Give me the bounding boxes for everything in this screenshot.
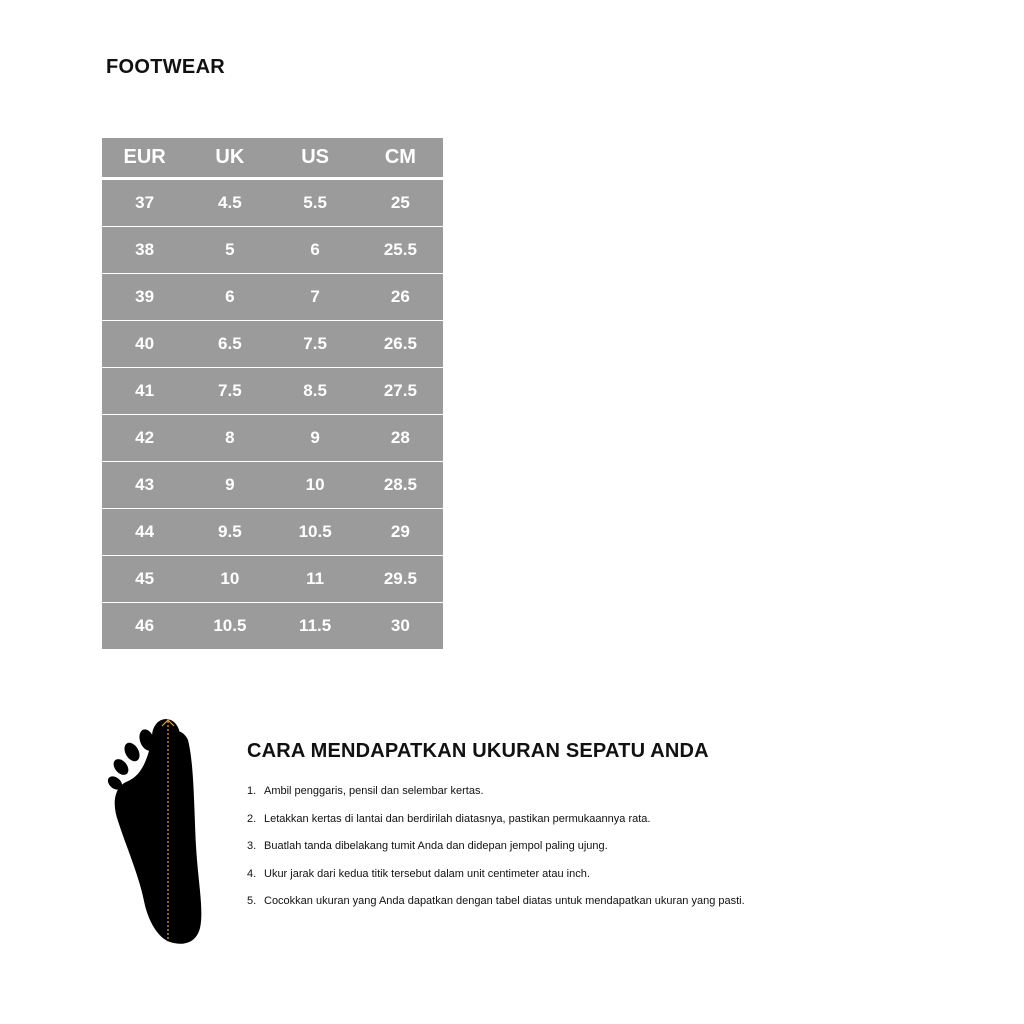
cell-us: 6 [273, 227, 358, 274]
cell-cm: 30 [390, 616, 410, 635]
step-text: Cocokkan ukuran yang Anda dapatkan dengan tabel diatas untuk mendapatkan ukuran yang pasti. [264, 895, 745, 907]
cell-us: 7.5 [273, 321, 358, 368]
cell-uk: 7.5 [187, 368, 272, 415]
list-item [247, 812, 745, 840]
cell-eur: 41 [102, 368, 187, 415]
cell-eur: 40 [102, 321, 187, 368]
list-item [247, 867, 745, 895]
step-text: Ambil penggaris, pensil dan selembar kertas. [264, 785, 484, 797]
header-eur: EUR [102, 138, 187, 179]
header-uk: UK [187, 138, 272, 179]
cell-eur: 39 [102, 274, 187, 321]
cell-cm: 26 [358, 274, 443, 321]
cell-eur: 37 [102, 179, 187, 227]
step-number: 5. [247, 895, 257, 907]
step-text: Buatlah tanda dibelakang tumit Anda dan didepan jempol paling ujung. [264, 840, 608, 852]
table-row [102, 227, 443, 274]
step-number: 3. [247, 840, 257, 852]
table-row [102, 603, 443, 650]
cell-uk: 8 [187, 415, 272, 462]
header-us: US [273, 138, 358, 179]
table-row [102, 321, 443, 368]
step-text: Ukur jarak dari kedua titik tersebut dalam unit centimeter atau inch. [264, 867, 590, 880]
cell-us: 8.5 [273, 368, 358, 415]
cell-cm: 25 [358, 179, 443, 227]
cell-eur: 45 [102, 556, 187, 603]
table-row [102, 415, 443, 462]
cell-eur: 44 [102, 509, 187, 556]
cell-uk: 9.5 [187, 509, 272, 556]
cell-uk: 6.5 [187, 321, 272, 368]
cell-us: 10 [273, 462, 358, 509]
size-chart-table [102, 138, 443, 649]
list-item [247, 784, 745, 812]
cell-us: 9 [273, 415, 358, 462]
header-cm: CM [358, 138, 443, 179]
cell-us: 10.5 [273, 509, 358, 556]
table-row [102, 509, 443, 556]
cell-eur: 42 [102, 415, 187, 462]
step-number: 4. [247, 867, 257, 880]
howto-steps [247, 784, 745, 922]
cell-uk: 6 [187, 274, 272, 321]
cell-uk: 9 [187, 462, 272, 509]
cell-uk: 10 [187, 556, 272, 603]
table-row [102, 274, 443, 321]
page-title: FOOTWEAR [106, 56, 226, 78]
foot-silhouette-icon [104, 716, 214, 948]
list-item [247, 839, 745, 867]
table-row [102, 368, 443, 415]
table-row [102, 556, 443, 603]
cell-cm: 29 [358, 509, 443, 556]
cell-cm: 25.5 [358, 227, 443, 274]
table-row [102, 462, 443, 509]
cell-eur: 43 [102, 462, 187, 509]
cell-cm: 27.5 [358, 368, 443, 415]
table-header-row [102, 138, 443, 179]
cell-uk: 5 [187, 227, 272, 274]
cell-cm: 28.5 [358, 462, 443, 509]
step-number: 1. [247, 785, 257, 797]
cell-eur: 46 [135, 616, 155, 635]
cell-us: 7 [273, 274, 358, 321]
cell-eur: 38 [102, 227, 187, 274]
list-item [247, 894, 745, 922]
cell-uk: 10.5 [213, 616, 247, 635]
cell-us: 5.5 [273, 179, 358, 227]
cell-us: 11.5 [299, 616, 332, 635]
step-text: Letakkan kertas di lantai dan berdirilah diatasnya, pastikan permukaannya rata. [264, 812, 651, 825]
table-row [102, 179, 443, 227]
cell-cm: 26.5 [358, 321, 443, 368]
cell-cm: 29.5 [358, 556, 443, 603]
step-number: 2. [247, 812, 257, 825]
howto-title: CARA MENDAPATKAN UKURAN SEPATU ANDA [247, 740, 709, 762]
cell-uk: 4.5 [187, 179, 272, 227]
cell-cm: 28 [358, 415, 443, 462]
cell-us: 11 [273, 556, 358, 603]
